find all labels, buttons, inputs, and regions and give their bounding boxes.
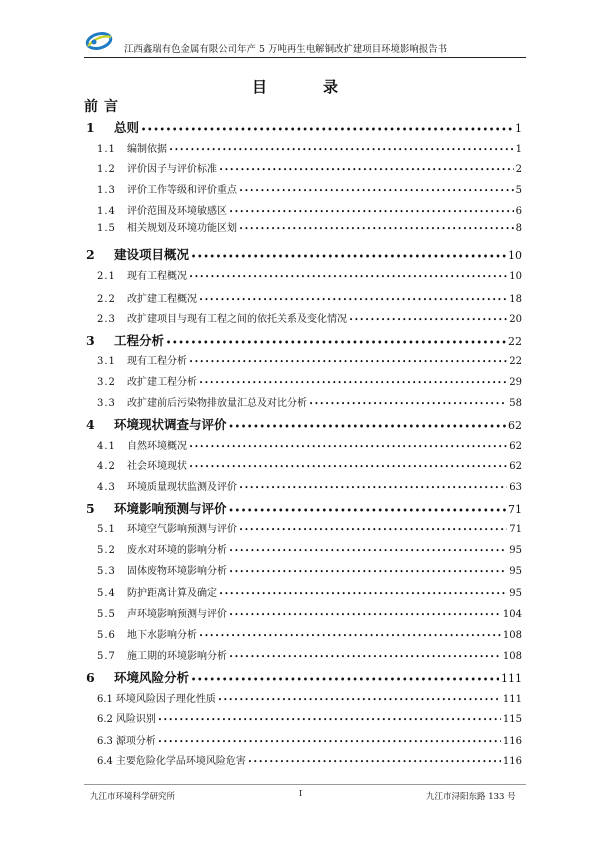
toc-entry-number: 6.2 [97, 714, 113, 725]
toc-section-entry[interactable] [97, 626, 522, 641]
toc-entry-number: 4.3 [97, 482, 116, 493]
toc-dot-leader [229, 208, 514, 216]
toc-entry-number: 2.2 [97, 294, 116, 305]
toc-entry-page: 71 [508, 503, 522, 516]
toc-entry-number: 3 [86, 333, 95, 348]
toc-entry-number: 2.3 [97, 314, 116, 325]
toc-chapter-entry[interactable] [86, 245, 522, 263]
toc-dot-leader [219, 590, 507, 598]
toc-dot-leader [239, 187, 514, 195]
toc-entry-title: 环境风险分析 [114, 670, 190, 685]
toc-section-entry[interactable] [97, 690, 522, 705]
toc-dot-leader [229, 547, 507, 555]
toc-entry-page: 20 [509, 314, 522, 325]
toc-entry-page: 104 [502, 609, 522, 620]
toc-title: 目录 [252, 78, 395, 96]
toc-entry-page: 62 [508, 419, 522, 432]
toc-entry-title: 改扩建工程概况 [127, 294, 197, 305]
toc-entry-title: 建设项目概况 [114, 247, 190, 262]
toc-dot-leader [309, 400, 507, 408]
toc-entry-page: 22 [508, 335, 522, 348]
toc-dot-leader [189, 463, 507, 471]
toc-entry-page: 29 [509, 377, 522, 388]
toc-entry-number: 5.6 [97, 630, 116, 641]
toc-section-entry[interactable] [97, 373, 522, 388]
toc-entry-page: 22 [509, 356, 522, 367]
toc-dot-leader [199, 379, 507, 387]
toc-entry-page: 10 [509, 271, 522, 282]
toc-entry-page: 10 [508, 249, 522, 262]
toc-entry-title: 施工期的环境影响分析 [127, 651, 227, 662]
toc-entry-number: 1.4 [97, 206, 116, 217]
toc-entry-number: 5.7 [97, 651, 116, 662]
toc-dot-leader [239, 225, 514, 233]
toc-entry-page: 62 [509, 441, 522, 452]
page-number: I [299, 789, 303, 798]
toc-entry-page: 95 [509, 588, 522, 599]
toc-entry-title: 环境影响预测与评价 [114, 501, 227, 516]
toc-chapter-entry[interactable] [86, 668, 522, 686]
toc-entry-title: 相关规划及环境功能区划 [127, 223, 237, 234]
toc-entry-page: 63 [509, 482, 522, 493]
toc-entry-number: 2.1 [97, 271, 116, 282]
toc-entry-page: 1 [515, 122, 522, 135]
toc-dot-leader [189, 443, 507, 451]
toc-chapter-entry[interactable] [86, 118, 522, 136]
toc-section-entry[interactable] [97, 584, 522, 599]
toc-entry-page: 5 [515, 185, 522, 196]
toc-entry-number: 4.2 [97, 461, 116, 472]
toc-section-entry[interactable] [97, 394, 522, 409]
toc-section-entry[interactable] [97, 752, 522, 767]
toc-entry-title: 环境风险因子理化性质 [115, 694, 216, 705]
toc-entry-number: 3.3 [97, 398, 116, 409]
toc-entry-number: 5.2 [97, 545, 116, 556]
toc-entry-title: 固体废物环境影响分析 [127, 566, 227, 577]
toc-section-entry[interactable] [97, 140, 522, 155]
toc-entry-number: 1 [86, 120, 95, 135]
toc-entry-number: 5 [86, 501, 95, 516]
toc-entry-page: 62 [509, 461, 522, 472]
toc-dot-leader [158, 738, 501, 746]
toc-section-entry[interactable] [97, 160, 522, 175]
toc-dot-leader [169, 146, 514, 154]
toc-entry-title: 评价工作等级和评价重点 [127, 185, 237, 196]
toc-section-entry[interactable] [97, 352, 522, 367]
toc-entry-page: 18 [509, 294, 522, 305]
footer-divider [84, 784, 526, 785]
toc-dot-leader [218, 696, 501, 704]
toc-entry-number: 5.1 [97, 524, 116, 535]
toc-entry-number: 1.3 [97, 185, 116, 196]
toc-entry-page: 111 [501, 672, 522, 685]
toc-dot-leader [199, 296, 507, 304]
toc-dot-leader [349, 316, 507, 324]
toc-entry-number: 4.1 [97, 441, 116, 452]
toc-entry-number: 6.1 [97, 694, 113, 705]
toc-entry-title: 风险识别 [115, 714, 156, 725]
toc-entry-page: 1 [515, 144, 522, 155]
toc-entry-number: 6.3 [97, 736, 113, 747]
toc-section-entry[interactable] [97, 267, 522, 282]
toc-entry-page: 116 [502, 756, 522, 767]
toc-section-entry[interactable] [97, 605, 522, 620]
toc-entry-title: 声环境影响预测与评价 [127, 609, 227, 620]
toc-section-entry[interactable] [97, 181, 522, 196]
toc-entry-title: 地下水影响分析 [127, 630, 197, 641]
toc-entry-title: 现有工程概况 [127, 271, 187, 282]
toc-chapter-entry[interactable] [86, 415, 522, 433]
toc-entry-page: 8 [515, 223, 522, 234]
toc-entry-title: 评价因子与评价标准 [127, 164, 217, 175]
toc-entry-page: 95 [509, 566, 522, 577]
toc-section-entry[interactable] [97, 647, 522, 662]
preface-heading: 前言 [84, 99, 124, 115]
toc-entry-page: 116 [502, 736, 522, 747]
toc-section-entry[interactable] [97, 219, 522, 234]
toc-section-entry[interactable] [97, 732, 522, 747]
toc-section-entry[interactable] [97, 520, 522, 535]
toc-entry-number: 3.2 [97, 377, 116, 388]
toc-dot-leader [141, 124, 513, 134]
toc-entry-title: 环境质量现状监测及评价 [127, 482, 237, 493]
toc-entry-number: 4 [86, 417, 95, 432]
toc-entry-title: 环境空气影响预测与评价 [127, 524, 237, 535]
toc-dot-leader [158, 716, 501, 724]
toc-entry-number: 2 [86, 247, 95, 262]
toc-entry-page: 71 [509, 524, 522, 535]
toc-entry-number: 5.4 [97, 588, 116, 599]
toc-section-entry[interactable] [97, 710, 522, 725]
toc-entry-number: 5.3 [97, 566, 116, 577]
toc-entry-number: 1.5 [97, 223, 116, 234]
toc-entry-title: 评价范围及环境敏感区 [127, 206, 227, 217]
toc-dot-leader [239, 526, 507, 534]
toc-entry-title: 改扩建工程分析 [127, 377, 197, 388]
toc-entry-title: 社会环境现状 [127, 461, 187, 472]
toc-dot-leader [229, 568, 507, 576]
toc-entry-number: 6.4 [97, 756, 113, 767]
toc-dot-leader [219, 166, 514, 174]
toc-entry-page: 108 [502, 630, 522, 641]
toc-entry-page: 58 [509, 398, 522, 409]
toc-section-entry[interactable] [97, 457, 522, 472]
toc-entry-number: 6 [86, 670, 95, 685]
toc-entry-page: 2 [515, 164, 522, 175]
toc-dot-leader [229, 421, 506, 431]
toc-entry-number: 3.1 [97, 356, 116, 367]
toc-section-entry[interactable] [97, 290, 522, 305]
toc-dot-leader [189, 273, 507, 281]
footer-address: 九江市浔阳东路 133 号 [426, 792, 516, 802]
toc-entry-title: 废水对环境的影响分析 [127, 545, 227, 556]
document-header-title: 江西鑫瑞有色金属有限公司年产 5 万吨再生电解铜改扩建项目环境影响报告书 [124, 44, 448, 55]
toc-entry-title: 源项分析 [115, 736, 156, 747]
toc-entry-page: 111 [502, 694, 522, 705]
toc-section-entry[interactable] [97, 310, 522, 325]
toc-dot-leader [189, 358, 507, 366]
toc-section-entry[interactable] [97, 478, 522, 493]
toc-entry-title: 环境现状调查与评价 [114, 417, 227, 432]
toc-dot-leader [166, 337, 506, 347]
toc-entry-title: 现有工程分析 [127, 356, 187, 367]
toc-dot-leader [239, 484, 507, 492]
toc-section-entry[interactable] [97, 562, 522, 577]
toc-dot-leader [199, 632, 501, 640]
toc-dot-leader [229, 505, 506, 515]
toc-entry-page: 6 [515, 206, 522, 217]
toc-section-entry[interactable] [97, 541, 522, 556]
toc-entry-page: 108 [502, 651, 522, 662]
toc-entry-title: 主要危险化学品环境风险危害 [115, 756, 246, 767]
toc-dot-leader [248, 758, 501, 766]
footer-organization: 九江市环境科学研究所 [90, 792, 176, 802]
toc-dot-leader [191, 674, 499, 684]
toc-entry-page: 95 [509, 545, 522, 556]
toc-entry-title: 编制依据 [127, 144, 167, 155]
toc-dot-leader [229, 653, 501, 661]
toc-chapter-entry[interactable] [86, 331, 522, 349]
toc-entry-number: 1.1 [97, 144, 116, 155]
toc-entry-page: 115 [502, 714, 522, 725]
page-footer [0, 780, 595, 810]
toc-dot-leader [191, 251, 506, 261]
toc-entry-number: 5.5 [97, 609, 116, 620]
toc-entry-title: 改扩建项目与现有工程之间的依托关系及变化情况 [127, 314, 347, 325]
toc-entry-title: 总则 [114, 120, 140, 135]
toc-entry-title: 防护距离计算及确定 [127, 588, 217, 599]
toc-dot-leader [229, 611, 501, 619]
toc-section-entry[interactable] [97, 202, 522, 217]
toc-entry-number: 1.2 [97, 164, 116, 175]
toc-entry-title: 工程分析 [114, 333, 165, 348]
toc-section-entry[interactable] [97, 437, 522, 452]
toc-chapter-entry[interactable] [86, 499, 522, 517]
toc-entry-title: 自然环境概况 [127, 441, 187, 452]
toc-entry-title: 改扩建前后污染物排放量汇总及对比分析 [127, 398, 307, 409]
